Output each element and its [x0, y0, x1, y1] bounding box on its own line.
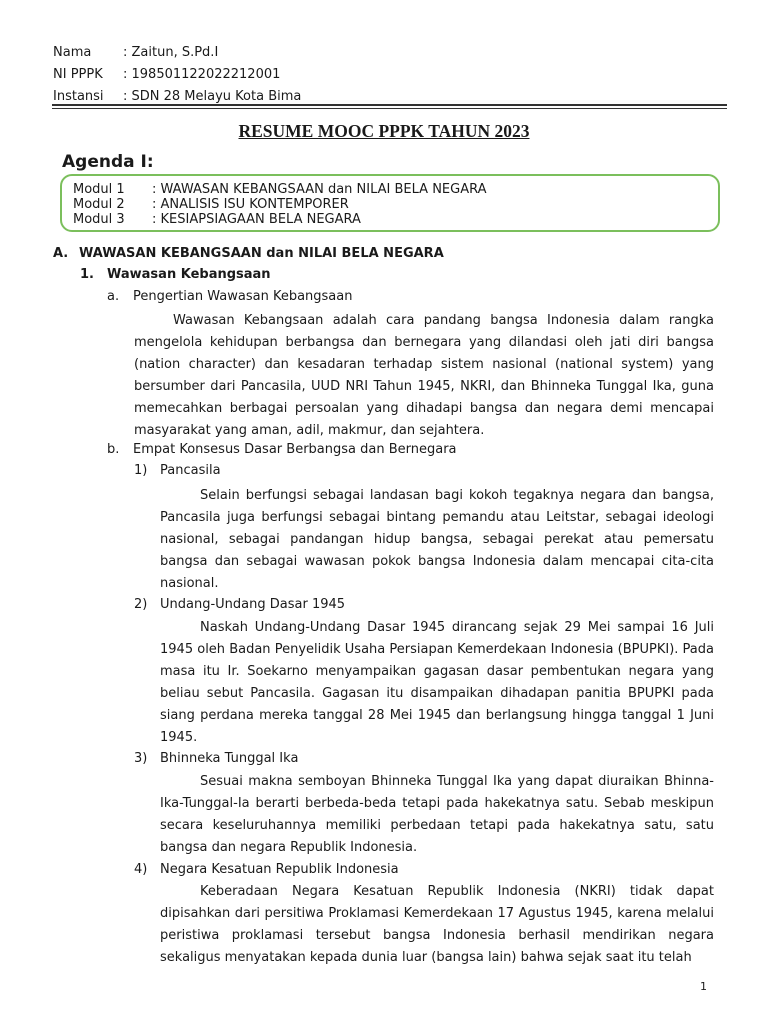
sub-paragraph-uud — [160, 617, 714, 749]
sub-title: Undang-Undang Dasar 1945 — [160, 597, 346, 612]
item-title: Pengertian Wawasan Kebangsaan — [133, 289, 353, 304]
sub-title: Bhinneka Tunggal Ika — [160, 751, 299, 766]
module-value: : WAWASAN KEBANGSAAN dan NILAI BELA NEGARA — [152, 182, 487, 197]
header-divider-thin — [52, 108, 727, 109]
item-marker: b. — [107, 442, 120, 457]
item-b-heading — [107, 442, 457, 457]
header-value: : SDN 28 Melayu Kota Bima — [123, 89, 302, 104]
header-label: NI PPPK — [53, 67, 103, 82]
sub-paragraph-bhinneka — [160, 771, 714, 859]
header-row-name — [53, 42, 301, 64]
section-marker: 1. — [80, 267, 94, 282]
sub-title: Pancasila — [160, 463, 221, 478]
paragraph-text: Selain berfungsi sebagai landasan bagi kokoh tegaknya negara dan bangsa, Pancasila juga berfungsi sebagai bintang pemandu atau Leitstar, sebagai ideologi nasional, sebagai pandangan hidup bangsa, sebagai perekat atau pemersatu bangsa dan sebagai wawasan pokok bangsa Indonesia dalam mencapai cita-cita nasional. — [160, 488, 714, 591]
paragraph-text: Sesuai makna semboyan Bhinneka Tunggal Ika yang dapat diuraikan Bhinna-Ika-Tunggal-Ia berarti berbeda-beda tetapi pada hakekatnya satu. Sebab meskipun secara keseluruhannya memiliki perbedaan tetapi pada hakekatnya satu, satu bangsa dan negara Republik Indonesia. — [160, 774, 714, 855]
section-a-heading — [53, 246, 444, 261]
sub-title: Negara Kesatuan Republik Indonesia — [160, 862, 399, 877]
section-1-heading — [80, 267, 271, 282]
section-marker: A. — [53, 246, 69, 261]
header-value: : 198501122022212001 — [123, 67, 281, 82]
identity-header — [53, 42, 301, 108]
item-a-heading — [107, 289, 352, 304]
module-row — [73, 212, 718, 227]
paragraph-text: Wawasan Kebangsaan adalah cara pandang bangsa Indonesia dalam rangka mengelola kehidupan berbangsa dan bernegara yang dilandasi oleh jati diri bangsa (nation character) dan kesadaran terhadap sistem nasional (national system) yang bersumber dari Pancasila, UUD NRI Tahun 1945, NKRI, dan Bhinneka Tunggal Ika, guna memecahkan berbagai persoalan yang dihadapi bangsa dan negara demi mencapai masyarakat yang aman, adil, makmur, dan sejahtera. — [134, 313, 714, 438]
header-label: Nama — [53, 45, 92, 60]
module-row — [73, 197, 718, 212]
agenda-title: Agenda I: — [62, 152, 154, 172]
document-title: RESUME MOOC PPPK TAHUN 2023 — [238, 121, 530, 141]
header-divider-thick — [52, 104, 727, 106]
item-marker: a. — [107, 289, 120, 304]
module-value: : ANALISIS ISU KONTEMPORER — [152, 197, 349, 212]
sub-heading-nkri — [134, 862, 399, 877]
modules-box — [60, 174, 720, 232]
section-title: Wawasan Kebangsaan — [107, 267, 271, 282]
sub-marker: 2) — [134, 597, 148, 612]
paragraph-text: Keberadaan Negara Kesatuan Republik Indonesia (NKRI) tidak dapat dipisahkan dari persitiwa Proklamasi Kemerdekaan 17 Agustus 1945, karena melalui peristiwa proklamasi tersebut bangsa Indonesia berhasil mendirikan negara sekaligus menyatakan kepada dunia luar (bangsa lain) bahwa sejak saat itu telah — [160, 884, 714, 965]
sub-marker: 4) — [134, 862, 148, 877]
paragraph-text: Naskah Undang-Undang Dasar 1945 dirancang sejak 29 Mei sampai 16 Juli 1945 oleh Badan Penyelidik Usaha Persiapan Kemerdekaan Indonesia (BPUPKI). Pada masa itu Ir. Soekarno menyampaikan gagasan dasar pembentukan negara yang beliau sebut Pancasila. Gagasan itu disampaikan dihadapan panitia BPUPKI pada siang perdana mereka tanggal 28 Mei 1945 dan berlangsung hingga tanggal 1 Juni 1945. — [160, 620, 714, 745]
sub-heading-pancasila — [134, 463, 221, 478]
sub-marker: 3) — [134, 751, 148, 766]
sub-heading-bhinneka — [134, 751, 298, 766]
section-title: WAWASAN KEBANGSAAN dan NILAI BELA NEGARA — [79, 246, 444, 261]
sub-marker: 1) — [134, 463, 148, 478]
item-title: Empat Konsesus Dasar Berbangsa dan Bernegara — [133, 442, 457, 457]
sub-paragraph-nkri — [160, 881, 714, 969]
module-label: Modul 3 — [73, 212, 125, 227]
module-row — [73, 182, 718, 197]
page-number: 1 — [700, 980, 707, 993]
header-value: : Zaitun, S.Pd.I — [123, 45, 219, 60]
module-value: : KESIAPSIAGAAN BELA NEGARA — [152, 212, 361, 227]
sub-paragraph-pancasila — [160, 485, 714, 595]
header-label: Instansi — [53, 89, 104, 104]
module-label: Modul 1 — [73, 182, 125, 197]
sub-heading-uud — [134, 597, 345, 612]
header-row-nipppk — [53, 64, 301, 86]
item-a-paragraph — [134, 310, 714, 442]
module-label: Modul 2 — [73, 197, 125, 212]
